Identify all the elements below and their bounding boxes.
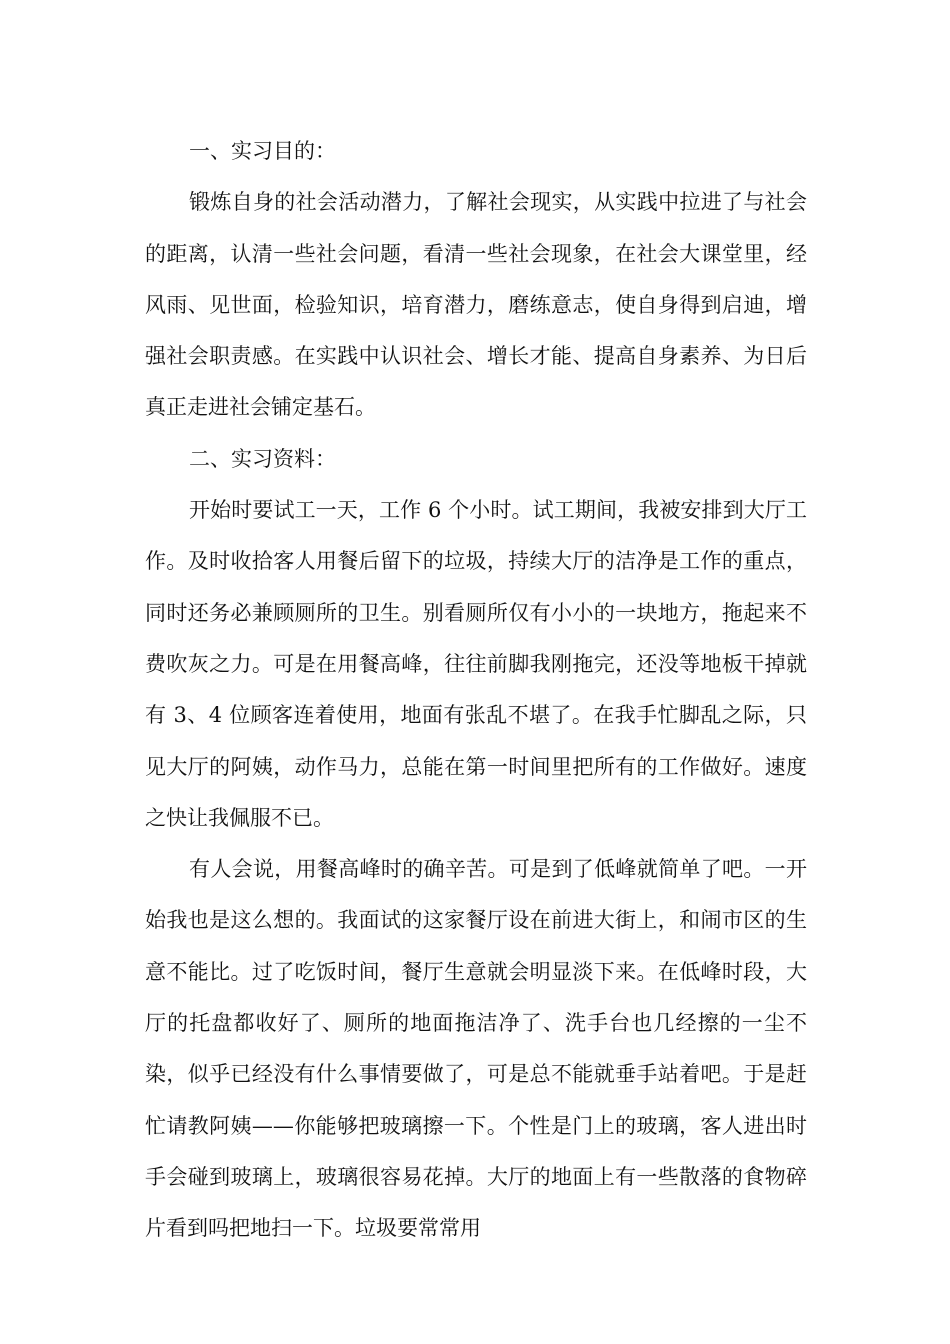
section-heading-purpose: 一、实习目的： <box>189 139 336 163</box>
paragraph-off-peak: 有人会说，用餐高峰时的确辛苦。可是到了低峰就简单了吧。一开始我也是这么想的。我面试的这家餐厅设在前进大街上，和闹市区的生意不能比。过了吃饭时间，餐厅生意就会明显淡下来。在低峰时段，大厅的托盘都收好了、厕所的地面拖洁净了、洗手台也几经擦的一尘不染，似乎已经没有什么事情要做了，可是总不能就垂手站着吧。于是赶忙请教阿姨——你能够把玻璃擦一下。个性是门上的玻璃，客人进出时手会碰到玻璃上，玻璃很容易花掉。大厅的地面上有一些散落的食物碎片看到吗把地扫一下。垃圾要常常用 <box>145 857 807 1241</box>
section-heading-content: 二、实习资料： <box>189 446 336 471</box>
paragraph-trial-work: 开始时要试工一天，工作 6 个小时。试工期间，我被安排到大厅工作。及时收拾客人用餐后留下的垃圾，持续大厅的洁净是工作的重点，同时还务必兼顾厕所的卫生。别看厕所仅有小小的一块地方，拖起来不费吹灰之力。可是在用餐高峰，往往前脚我刚拖完，还没等地板干掉就有 3、4 位顾客连着使用，地面有张乱不堪了。在我手忙脚乱之际，只见大厅的阿姨，动作马力，总能在第一时间里把所有的工作做好。速度之快让我佩服不已。 <box>145 498 807 830</box>
paragraph-purpose: 锻炼自身的社会活动潜力，了解社会现实，从实践中拉进了与社会的距离，认清一些社会问题，看清一些社会现象，在社会大课堂里，经风雨、见世面，检验知识，培育潜力，磨练意志，使自身得到启迪，增强社会职责感。在实践中认识社会、增长才能、提高自身素养、为日后真正走进社会铺定基石。 <box>145 190 807 420</box>
document-page <box>145 126 807 1255</box>
